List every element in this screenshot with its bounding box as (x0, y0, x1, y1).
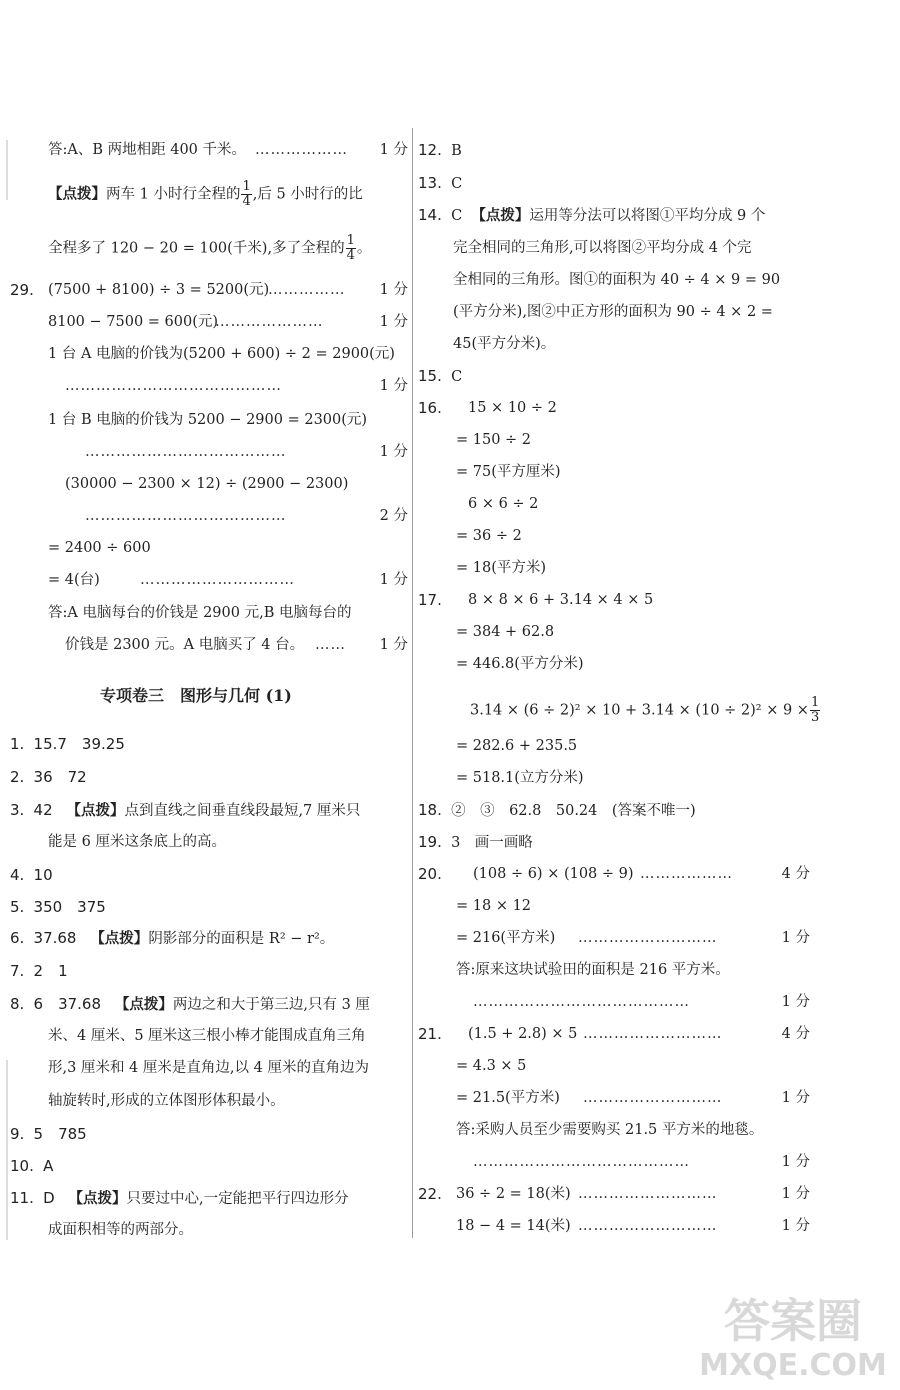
q28-tip-line1: 【点拨】两车 1 小时行全程的 $\frac{1}{4}$ ,后 5 小时行的比 (48, 179, 363, 209)
answer-item: 7. 2 1 (10, 962, 68, 980)
question-number: 29. (10, 281, 34, 299)
page-edge-mark (6, 1060, 8, 1240)
question-number: 21. (418, 1025, 442, 1043)
q28-answer: 答:A、B 两地相距 400 千米。 (48, 142, 247, 158)
calc-step: = 36 ÷ 2 (456, 528, 522, 544)
tip-text: 米、4 厘米、5 厘米这三根小棒才能围成直角三角 (48, 1028, 366, 1044)
answer-item: 18. ② ③ 62.8 50.24 (答案不唯一) (418, 801, 696, 819)
calc-step: = 4.3 × 5 (456, 1058, 527, 1074)
calc-step: = 518.1(立方分米) (456, 770, 584, 786)
calc-step: 8 × 8 × 6 + 3.14 × 4 × 5 (468, 592, 654, 608)
calc-step: = 446.8(平方分米) (456, 656, 584, 672)
dot-leader: …………… (268, 282, 346, 298)
tip-text: 全相同的三角形。图①的面积为 40 ÷ 4 × 9 = 90 (453, 272, 781, 288)
q29-step: = 2400 ÷ 600 (48, 540, 151, 556)
dot-leader: …………………………………… (65, 378, 282, 394)
page-edge-mark (6, 140, 8, 200)
q29-step: = 4(台) (48, 572, 100, 588)
column-divider (412, 128, 413, 1238)
answer-item: 19. 3 画一画略 (418, 833, 533, 851)
score: 2 分 (379, 508, 408, 524)
tip-text: 成面积相等的两部分。 (48, 1222, 193, 1238)
dot-leader: ……………………… (578, 930, 718, 946)
watermark-logo (698, 1287, 888, 1382)
score: 4 分 (781, 866, 810, 882)
answer-item: 6. 37.68 【点拨】阴影部分的面积是 R² − r²。 (10, 929, 335, 947)
calc-step: = 21.5(平方米) (456, 1090, 560, 1106)
answer-item: 5. 350 375 (10, 898, 106, 916)
calc-step: = 18 × 12 (456, 898, 532, 914)
score: 1 分 (379, 444, 408, 460)
answer-item: 13. C (418, 174, 463, 192)
score: 1 分 (781, 930, 810, 946)
score: 1 分 (781, 1218, 810, 1234)
calc-step: = 384 + 62.8 (456, 624, 555, 640)
q29-step: 1 台 B 电脑的价钱为 5200 − 2900 = 2300(元) (48, 412, 368, 428)
answer-item: 9. 5 785 (10, 1125, 87, 1143)
dot-leader: ………………… (215, 314, 324, 330)
answer-item: 10. A (10, 1157, 54, 1175)
calc-step: (108 ÷ 6) × (108 ÷ 9) (473, 866, 634, 882)
score: 1 分 (781, 1186, 810, 1202)
score: 1 分 (379, 572, 408, 588)
tip-text: 45(平方分米)。 (453, 336, 556, 352)
calc-step: 6 × 6 ÷ 2 (468, 496, 539, 512)
watermark-bottom: MXQE.COM (699, 1348, 887, 1382)
q29-step: 8100 − 7500 = 600(元) (48, 314, 219, 330)
score: 1 分 (379, 378, 408, 394)
fraction: $\frac{1}{4}$ (346, 233, 355, 263)
q21-answer: 答:采购人员至少需要购买 21.5 平方米的地毯。 (456, 1122, 764, 1138)
question-number: 16. (418, 399, 442, 417)
answer-item: 8. 6 37.68 【点拨】两边之和大于第三边,只有 3 厘 (10, 995, 370, 1013)
score: 1 分 (781, 994, 810, 1010)
score: 4 分 (781, 1026, 810, 1042)
tip-text: 完全相同的三角形,可以将图②平均分成 4 个完 (453, 240, 752, 256)
section-title: 专项卷三 图形与几何 (1) (100, 686, 292, 705)
q29-answer: 答:A 电脑每台的价钱是 2900 元,B 电脑每台的 (48, 605, 352, 621)
tip-text: (平方分米),图②中正方形的面积为 90 ÷ 4 × 2 = (453, 304, 773, 320)
calc-step: 36 ÷ 2 = 18(米) (456, 1186, 571, 1202)
dot-leader: ……………… (640, 866, 733, 882)
q20-answer: 答:原来这块试验田的面积是 216 平方米。 (456, 962, 730, 978)
score: 1 分 (379, 314, 408, 330)
calc-step: 3.14 × (6 ÷ 2)² × 10 + 3.14 × (10 ÷ 2)² × 9 × $\frac{1}{3}$ (470, 695, 820, 725)
answer-item: 4. 10 (10, 866, 53, 884)
tip-text: 轴旋转时,形成的立体图形体积最小。 (48, 1093, 285, 1109)
tip-text: 形,3 厘米和 4 厘米是直角边,以 4 厘米的直角边为 (48, 1060, 369, 1076)
score: 1 分 (379, 142, 408, 158)
question-number: 20. (418, 865, 442, 883)
answer-item: 14. C 【点拨】运用等分法可以将图①平均分成 9 个 (418, 206, 766, 224)
answer-item: 12. B (418, 141, 462, 159)
q29-step: (30000 − 2300 × 12) ÷ (2900 − 2300) (65, 476, 349, 492)
tip-label: 【点拨】 (48, 185, 106, 203)
calc-step: = 150 ÷ 2 (456, 432, 532, 448)
score: 1 分 (379, 637, 408, 653)
calc-step: = 18(平方米) (456, 560, 547, 576)
question-number: 22. (418, 1185, 442, 1203)
calc-step: 18 − 4 = 14(米) (456, 1218, 571, 1234)
dot-leader: ……………………… (583, 1090, 723, 1106)
score: 1 分 (379, 282, 408, 298)
answer-item: 1. 15.7 39.25 (10, 735, 125, 753)
dot-leader: ……………… (255, 142, 348, 158)
dot-leader: …………………………………… (473, 994, 690, 1010)
dot-leader: ………………………… (140, 572, 295, 588)
answer-item: 15. C (418, 367, 463, 385)
dot-leader: ……………………… (583, 1026, 723, 1042)
answer-item: 11. D 【点拨】只要过中心,一定能把平行四边形分 (10, 1189, 349, 1207)
calc-step: (1.5 + 2.8) × 5 (468, 1026, 578, 1042)
calc-step: = 282.6 + 235.5 (456, 738, 578, 754)
dot-leader: ……………………… (578, 1218, 718, 1234)
calc-step: = 75(平方厘米) (456, 464, 561, 480)
fraction: $\frac{1}{3}$ (810, 695, 820, 725)
q29-step: (7500 + 8100) ÷ 3 = 5200(元) (48, 282, 270, 298)
dot-leader: ……………………… (578, 1186, 718, 1202)
answer-item: 2. 36 72 (10, 768, 87, 786)
watermark-top: 答案圈 (724, 1294, 862, 1348)
score: 1 分 (781, 1154, 810, 1170)
q29-step: 1 台 A 电脑的价钱为(5200 + 600) ÷ 2 = 2900(元) (48, 346, 395, 362)
q29-answer: 价钱是 2300 元。A 电脑买了 4 台。 (65, 637, 305, 653)
score: 1 分 (781, 1090, 810, 1106)
fraction: $\frac{1}{4}$ (242, 179, 251, 209)
dot-leader: …………………………………… (473, 1154, 690, 1170)
tip-text: 能是 6 厘米这条底上的高。 (48, 834, 226, 850)
q28-tip-line2: 全程多了 120 − 20 = 100(千米),多了全程的 $\frac{1}{4}$ 。 (48, 233, 372, 263)
calc-step: 15 × 10 ÷ 2 (468, 400, 557, 416)
dot-leader: …… (315, 637, 346, 653)
answer-item: 3. 42 【点拨】点到直线之间垂直线段最短,7 厘米只 (10, 801, 361, 819)
question-number: 17. (418, 591, 442, 609)
calc-step: = 216(平方米) (456, 930, 556, 946)
dot-leader: ………………………………… (85, 508, 287, 524)
dot-leader: ………………………………… (85, 444, 287, 460)
